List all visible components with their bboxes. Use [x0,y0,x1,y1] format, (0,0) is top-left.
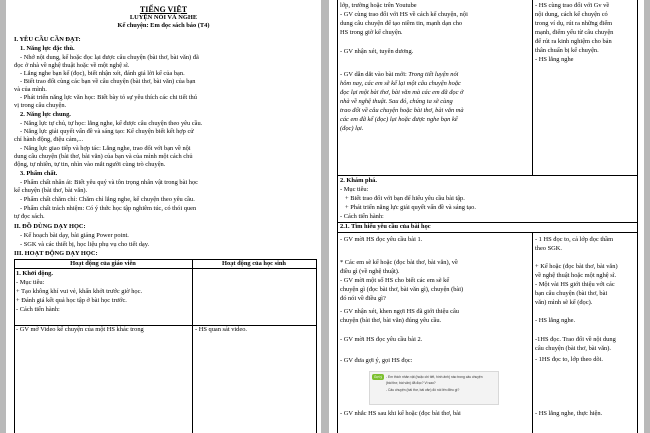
doc-title: TIẾNG VIỆT [139,5,188,14]
text-span-italic: Trong tiết luyện nói [408,71,459,78]
text-line: - GV cùng trao đổi với HS về cách kể chuyện, nội [340,11,468,18]
text-line: - Năng lực giao tiếp và hợp tác: Lắng nghe, trao đổi với bạn về nội [20,145,191,152]
text-line: để rút ra kinh nghiệm cho bản [535,38,612,45]
table-rule [337,175,637,176]
table-header-teacher: Hoạt động của giáo viên [70,260,136,267]
text-line: đó nói về điều gì? [340,295,386,302]
subsection-heading: 1. Năng lực đặc thù. [20,45,75,52]
text-line: văn) mình sẽ kể (đọc). [535,299,593,306]
text-line: - HS lắng nghe, thực hiện. [535,410,603,417]
text-line: dung câu chuyện (bài thơ, bài văn) của bạn và của mình một cách chủ [14,153,193,160]
activity-heading: 1. Khởi động. [16,270,53,277]
table-rule [14,268,316,269]
text-line: dung câu chuyện để tạo niềm tin, mạnh dạn cho [340,20,463,27]
text-line: - GV nhắc HS sau khi kể hoặc (đọc bài thơ, bài [340,410,461,417]
text-line: - GV mời HS đọc yêu cầu bài 2. [340,336,423,343]
text-line: + Phát triển năng lực giải quyết vấn đề và sáng tạo. [345,204,476,211]
section-heading: III. HOẠT ĐỘNG DẠY HỌC: [14,250,98,257]
table-header-student: Hoạt động của học sinh [222,260,286,267]
text-line: - Năng lực tự chủ, tự học: lắng nghe, kể được câu chuyện theo yêu cầu. [20,120,203,127]
text-line: nội dung, cách kể chuyện có [535,11,608,18]
text-line: - HS cùng trao đổi với Gv về [535,2,610,9]
text-line: - GV mời HS đọc yêu cầu bài 1. [340,236,423,243]
text-span: - GV dẫn dắt vào bài mới: [340,71,407,78]
text-line: - Nhớ nội dung, kể hoặc đọc lại được câu chuyện (bài thơ, bài văn) đã [20,54,199,61]
section-heading: I. YÊU CẦU CẦN ĐẠT: [14,36,81,43]
text-line: + Kể hoặc (đọc bài thơ, bài văn) [535,263,618,270]
text-line: và của mình. [14,86,47,93]
hint-badge: Gợi ý [373,375,383,379]
document-page-left [6,0,321,433]
text-line: - HS lắng nghe. [535,317,576,324]
text-line: hôm nay, các em sẽ kể lại một câu chuyện hoặc [340,80,461,87]
text-line: + Đánh giá kết quả học tập ở bài học trước. [16,297,127,304]
text-line: + Biết trao đổi với bạn để hiểu yêu cầu bài tập. [345,195,465,202]
text-line: - 1 HS đọc to, cả lớp đọc thầm [535,236,614,243]
text-line: chỉ hành động, điệu cảm,... [14,136,84,143]
text-line: - GV nhận xét, tuyên dương. [340,48,414,55]
text-line: đọc lại một bài thơ, bài văn mà các em đã đọc ở [340,89,464,96]
table-rule [316,259,317,433]
text-line: + Tạo không khí vui vẻ, khấn khởi trước giờ học. [16,288,143,295]
subsection-heading: 2. Năng lực chung. [20,111,71,118]
text-line: trao đổi về câu chuyện hoặc bài thơ, bài văn mà [340,107,464,114]
text-line: - Phát triển năng lực văn học: Biết bày tỏ sự yêu thích các chi tiết thú [20,94,197,101]
text-line: - Một vài HS giới thiệu với các [535,281,615,288]
hint-line: (bài thơ, bài văn) đã đọc? Vì sao? [386,381,436,385]
text-line: - 1HS đọc to, lớp theo dõi. [535,356,603,363]
text-line: - Kế hoạch bài dạy, bài giảng Power point. [20,232,129,239]
text-line: - GV mời một số HS cho biết các em sẽ kể [340,277,450,284]
table-rule [532,0,533,175]
text-line: mạnh, điểm yếu từ câu chuyện [535,29,614,36]
text-line: kể chuyện (bài thơ, bài văn). [14,187,88,194]
table-rule [532,232,533,433]
table-rule [14,259,15,433]
doc-subtitle: LUYỆN NÓI VÀ NGHE [129,14,198,21]
doc-topic: Kể chuyện: Em đọc sách báo (T4) [117,22,210,29]
text-line: HS trong giờ kể chuyện. [340,29,403,36]
text-line: - GV mở Video kể chuyện của một HS khác trong [16,326,144,333]
activity-heading: 2. Khám phá. [340,177,377,184]
hint-box [369,371,499,405]
text-line: - HS quan sát video. [195,326,248,333]
text-line: về nghệ thuật hoặc một nghệ sĩ. [535,272,617,279]
text-line: * Các em sẽ kể hoặc (đọc bài thơ, bài văn), về [340,259,458,266]
text-line: chuyện gì (đọc bài thơ, bài văn gì), chuyện (bài) [340,286,464,293]
text-line: - SGK và các thiết bị, học liệu phụ vụ cho tiết dạy. [20,241,150,248]
text-line: trong ví dụ, rút ra những điểm [535,20,613,27]
text-line: - GV đưa gợi ý, gọi HS đọc: [340,357,413,364]
table-rule [192,259,193,433]
text-line [340,71,458,79]
text-line: câu chuyện (bài thơ, bài văn). [535,345,611,352]
text-line: điều gì (về nghệ thuật). [340,268,400,275]
text-line: - Phẩm chất nhân ái: Biết yêu quý và tôn trọng nhân vật trong bài học [20,179,199,186]
document-page-right [329,0,644,433]
text-line: - Mục tiêu: [16,279,45,286]
text-line: chuyện (bài thơ, bài văn) đúng yêu cầu. [340,317,442,324]
subsection-heading: 3. Phẩm chất. [20,170,58,177]
text-line: - HS lắng nghe [535,56,574,63]
hint-line: - Câu chuyện (bài thơ, bài văn) đó nói lên điều gì? [386,388,460,392]
text-line: nhà về nghệ thuật. Sau đó, chúng ta sẽ cùng [340,98,453,105]
text-line: - Lắng nghe bạn kể (đọc), biết nhận xét, đánh giá lời kể của bạn. [20,70,185,77]
text-line: đọc ở nhà về nghệ thuật hoặc về một nghệ sĩ. [14,62,130,69]
text-line: - Phẩm chất chăm chỉ: Chăm chỉ lắng nghe, kể chuyện theo yêu cầu. [20,196,195,203]
text-line: - Phẩm chất trách nhiệm: Có ý thức học tập nghiêm túc, có thói quen [20,205,197,212]
text-line: bạn câu chuyện (bài thơ, bài [535,290,608,297]
text-line: tự đọc sách. [14,213,45,220]
text-line: - Cách tiến hành: [340,213,384,220]
text-line: -1HS đọc. Trao đổi về nội dung [535,336,616,343]
text-line: - Cách tiến hành: [16,306,60,313]
text-line: (đọc) lại. [340,125,364,132]
text-line: - Năng lực giải quyết vấn đề và sáng tạo: Kể chuyện biết kết hợp cử [20,128,194,135]
table-rule [337,0,338,433]
text-line: lớp, trường hoặc trên Youtube [340,2,417,9]
table-rule [337,232,637,233]
text-line: theo SGK. [535,245,562,252]
text-line: - Mục tiêu: [340,186,369,193]
text-line: - Biết trao đổi cùng các bạn về câu chuyện (bài thơ, bài văn) của bạn [20,78,196,85]
text-line: động, tự nhiên, tự tin, nhìn vào mắt người cùng trò chuyện. [14,161,166,168]
table-rule [637,0,638,433]
section-heading: II. ĐỒ DÙNG DẠY HỌC: [14,223,86,230]
subactivity-heading: 2.1. Tìm hiểu yêu cầu của bài học [340,223,431,230]
hint-line: - Em thích nhân vật (hoặc chi tiết, hình ảnh) nào trong câu chuyện [386,375,483,379]
text-line: thân chuẩn bị kể chuyện. [535,47,599,54]
text-line: các em đã kể (đọc) lại hoặc được nghe bạn kể [340,116,458,123]
text-line: - GV nhận xét, khen ngợi HS đã giới thiệu câu [340,308,459,315]
text-line: vị trong câu chuyện. [14,102,67,109]
